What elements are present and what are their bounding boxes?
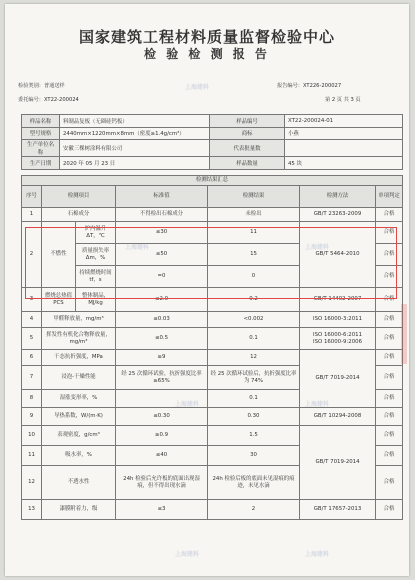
watermark: 上海建科 xyxy=(125,244,150,251)
report-title: 国家建筑工程材料质量监督检验中心 xyxy=(78,28,335,46)
report-no-line: 报告编号：XT226-200027 xyxy=(277,83,342,89)
header-standard: 标准值 xyxy=(116,186,208,208)
table-row: 1 石棉成分 不得检出石棉成分 未检出 GB/T 23263-2009 合格 xyxy=(22,208,403,222)
watermark: 上海建科 xyxy=(305,551,330,558)
report-page xyxy=(5,4,409,576)
header-method: 检测方法 xyxy=(300,186,376,208)
table-row: 7 浸泡-干燥性能 经 25 次循环试验，抗折强度比率≥65% 经 25 次循环试验后，抗折强度比率为 74% 合格 xyxy=(22,366,403,390)
header-item: 检测项目 xyxy=(42,186,116,208)
client-no-line: 委托编号：XT22-200024 xyxy=(18,97,79,103)
table-row: 2 不燃性 炉内温升 ΔT，℃ ≤30 11 GB/T 5464-2010 合格 xyxy=(22,222,403,244)
table-row: 3 燃烧总热值 PCS 整体制品，MJ/kg ≤2.0 0.2 GB/T 14402-2007 合格 xyxy=(22,288,403,312)
watermark: 上海建科 xyxy=(175,401,200,408)
header-seq: 序号 xyxy=(22,186,42,208)
table-row: 5 挥发性有机化合物释放量，mg/m³ ≤0.5 0.1 ISO 16000-6:2011 ISO 16000-9:2006 合格 xyxy=(22,328,403,350)
table-row: 10 表观密度，g/cm³ ≥0.9 1.5 GB/T 7019-2014 合格 xyxy=(22,426,403,446)
watermark: 上海建科 xyxy=(185,84,210,91)
table-row: 质量损失率Δm，% ≤50 15 合格 xyxy=(22,244,403,266)
table-row: 13 漆膜附着力，级 ≤3 2 GB/T 17657-2013 合格 xyxy=(22,500,403,520)
sample-info-table xyxy=(21,114,403,170)
watermark: 上海建科 xyxy=(305,244,330,251)
info-row: 生产日期 2020 年 05 月 23 日 样品数量 45 块 xyxy=(22,157,403,170)
seal-edge xyxy=(401,304,407,364)
highlight-box xyxy=(25,227,397,299)
table-row: 11 吸水率，% ≤40 30 合格 xyxy=(22,446,403,466)
header-result: 检测结果 xyxy=(208,186,300,208)
watermark: 上海建科 xyxy=(305,401,330,408)
results-section-title: 检测结果汇总 xyxy=(22,176,403,186)
table-row: 6 干态抗折强度，MPa ≥9 12 GB/T 7019-2014 合格 xyxy=(22,350,403,366)
table-row: 12 不透水性 24h 检验后允许板的底面出现湿痕，但不得出现水滴 24h 检验后板的底面未见湿痕的痕迹，未见水滴 合格 xyxy=(22,466,403,500)
info-row: 型号规格 2440mm×1220mm×8mm（密度≥1.4g/cm³） 商标 小燕 xyxy=(22,127,403,140)
table-row: 持续燃烧时间 tf，s =0 0 合格 xyxy=(22,266,403,288)
info-row: 生产单位名称 安徽三棵树涂料有限公司 代表批量数 xyxy=(22,140,403,157)
header-judge: 单项判定 xyxy=(376,186,403,208)
report-subtitle: 检 验 检 测 报 告 xyxy=(144,47,270,61)
category-line: 检验类别：普通送样 xyxy=(18,83,65,89)
table-row: 8 湿涨变形率，% 0.1 合格 xyxy=(22,390,403,408)
watermark: 上海建科 xyxy=(175,551,200,558)
info-row: 样品名称 料制品复板（无圈硅钙板） 样品编号 XT22-200024-01 xyxy=(22,115,403,128)
page-info: 第 2 页 共 3 页 xyxy=(325,97,361,103)
table-row: 4 甲醛释放量，mg/m³ ≤0.03 <0.002 ISO 16000-3:2011 合格 xyxy=(22,312,403,328)
table-row: 9 导热系数，W/(m·K) ≤0.30 0.30 GB/T 10294-2008 合格 xyxy=(22,408,403,426)
